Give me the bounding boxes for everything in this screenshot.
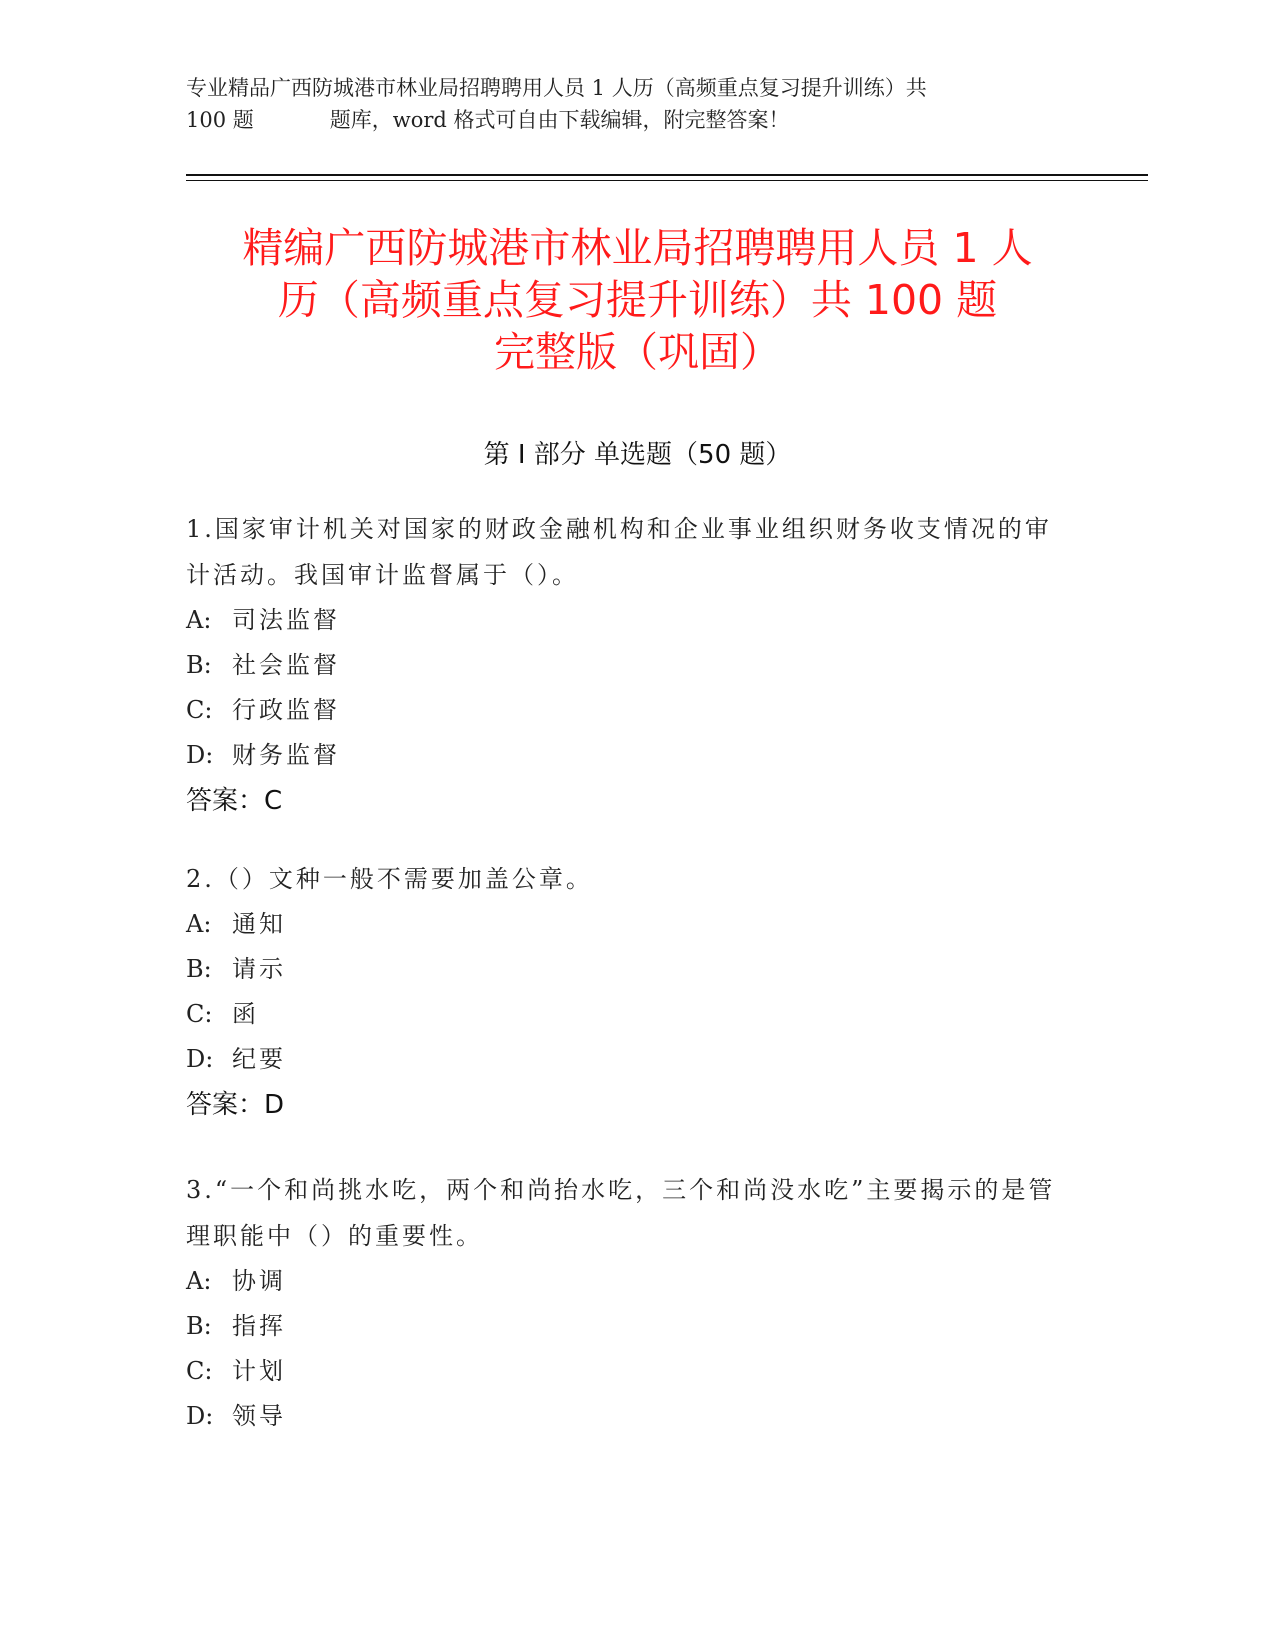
header-description: 题库，word 格式可自由下载编辑，附完整答案！ bbox=[329, 108, 790, 132]
option-text: 财务监督 bbox=[232, 741, 340, 769]
header-line-1: 专业精品广西防城港市林业局招聘聘用人员 1 人历（高频重点复习提升训练）共 bbox=[186, 76, 927, 100]
option-text: 协调 bbox=[232, 1267, 286, 1295]
option-text: 指挥 bbox=[232, 1312, 286, 1340]
option-d bbox=[186, 733, 1066, 778]
option-c bbox=[186, 688, 1066, 733]
option-letter: C: bbox=[186, 1357, 213, 1385]
option-letter: B: bbox=[186, 1312, 212, 1340]
option-text: 司法监督 bbox=[232, 606, 340, 634]
question-stem: 2.（）文种一般不需要加盖公章。 bbox=[186, 865, 593, 893]
header-rule-thick bbox=[186, 174, 1148, 176]
option-a bbox=[186, 902, 1066, 947]
header-question-count: 100 题 bbox=[186, 108, 254, 132]
question-stem: 3.“一个和尚挑水吃，两个和尚抬水吃，三个和尚没水吃”主要揭示的是管理职能中（）的重要性。 bbox=[186, 1176, 1056, 1250]
question-3 bbox=[186, 1167, 1066, 1439]
option-letter: B: bbox=[186, 651, 212, 679]
option-text: 社会监督 bbox=[232, 651, 340, 679]
option-text: 领导 bbox=[232, 1402, 286, 1430]
title-line-2: 历（高频重点复习提升训练）共 100 题 bbox=[277, 276, 998, 324]
header-rule-thin bbox=[186, 180, 1148, 181]
answer: 答案：D bbox=[186, 1090, 285, 1120]
section-heading: 第 I 部分 单选题（50 题） bbox=[483, 440, 792, 470]
option-text: 行政监督 bbox=[232, 696, 340, 724]
option-letter: A: bbox=[186, 1267, 212, 1295]
option-letter: C: bbox=[186, 1000, 213, 1028]
document-title bbox=[150, 222, 1125, 378]
option-a bbox=[186, 1259, 1066, 1304]
option-text: 纪要 bbox=[232, 1045, 286, 1073]
option-text: 请示 bbox=[232, 955, 286, 983]
option-letter: B: bbox=[186, 955, 212, 983]
title-line-3: 完整版（巩固） bbox=[494, 328, 781, 376]
option-b bbox=[186, 947, 1066, 992]
option-letter: D: bbox=[186, 1402, 214, 1430]
option-a bbox=[186, 598, 1066, 643]
answer: 答案：C bbox=[186, 786, 283, 816]
option-b bbox=[186, 1304, 1066, 1349]
option-letter: C: bbox=[186, 696, 213, 724]
option-text: 通知 bbox=[232, 910, 286, 938]
option-text: 函 bbox=[232, 1000, 259, 1028]
option-letter: D: bbox=[186, 1045, 214, 1073]
question-stem: 1.国家审计机关对国家的财政金融机构和企业事业组织财务收支情况的审计活动。我国审计监督属于（）。 bbox=[186, 515, 1052, 589]
question-2 bbox=[186, 856, 1066, 1128]
header-line-2 bbox=[186, 104, 1066, 136]
option-letter: D: bbox=[186, 741, 214, 769]
option-letter: A: bbox=[186, 910, 212, 938]
option-b bbox=[186, 643, 1066, 688]
question-1 bbox=[186, 506, 1066, 824]
option-text: 计划 bbox=[232, 1357, 286, 1385]
option-d bbox=[186, 1394, 1066, 1439]
option-c bbox=[186, 1349, 1066, 1394]
option-c bbox=[186, 992, 1066, 1037]
page-header bbox=[186, 72, 1066, 136]
option-letter: A: bbox=[186, 606, 212, 634]
option-d bbox=[186, 1037, 1066, 1082]
title-line-1: 精编广西防城港市林业局招聘聘用人员 1 人 bbox=[242, 224, 1033, 272]
